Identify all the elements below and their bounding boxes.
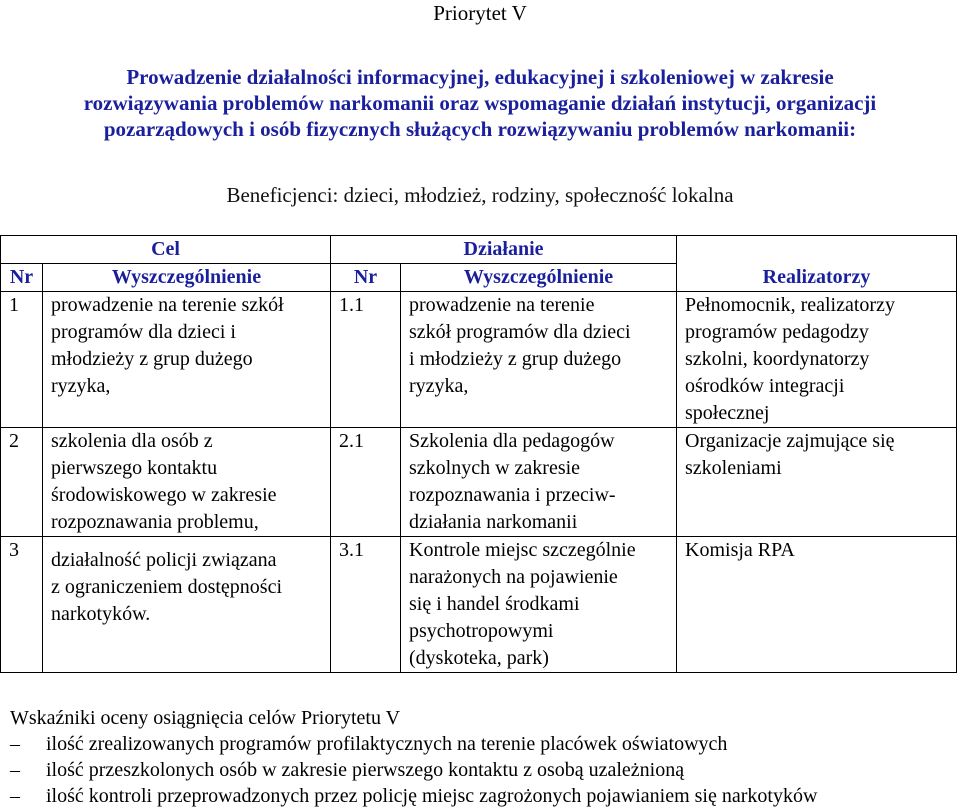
cell-line: ryzyka, [409, 375, 469, 397]
priority-heading [0, 64, 960, 142]
header-cel-desc: Wyszczególnienie [43, 264, 331, 292]
cell-line: Szkolenia dla pedagogów [409, 430, 615, 452]
heading-line: Prowadzenie działalności informacyjnej, edukacyjnej i szkoleniowej w zakresie [126, 65, 834, 89]
row-dz-nr: 3.1 [331, 537, 401, 673]
header-cel: Cel [1, 236, 331, 264]
table-row [1, 428, 957, 537]
bullet-dash: – [10, 785, 20, 807]
indicator-text: ilość kontroli przeprowadzonych przez policję miejsc zagrożonych pojawianiem się narkotyków [46, 785, 818, 807]
cell-line: działania narkomanii [409, 511, 578, 533]
cell-line: młodzieży z grup dużego [51, 348, 253, 370]
cell-line: rozpoznawania problemu, [51, 511, 259, 533]
header-dzialanie: Działanie [331, 236, 677, 264]
cell-line: działalność policji związana [51, 549, 277, 571]
cell-line: narkotyków. [51, 603, 151, 625]
cell-line: szkoleniami [685, 457, 782, 479]
cell-line: prowadzenie na terenie szkół [51, 294, 284, 316]
indicator-text: ilość przeszkolonych osób w zakresie pierwszego kontaktu z osobą uzależnioną [46, 759, 685, 781]
cell-line: rozpoznawania i przeciw- [409, 484, 616, 506]
priority-table [0, 235, 957, 673]
row-nr: 1 [1, 292, 43, 428]
row-realizatorzy [677, 537, 957, 673]
indicator-text: ilość zrealizowanych programów profilaktycznych na terenie placówek oświatowych [46, 733, 728, 755]
cell-line: środowiskowego w zakresie [51, 484, 277, 506]
row-dz-nr: 1.1 [331, 292, 401, 428]
priority-title: Priorytet V [433, 1, 527, 25]
cell-line: ryzyka, [51, 375, 111, 397]
row-dz [401, 292, 677, 428]
cell-line: Organizacje zajmujące się [685, 430, 895, 452]
cell-line: szkolni, koordynatorzy [685, 348, 870, 370]
cell-line: (dyskoteka, park) [409, 647, 549, 669]
header-dz-nr: Nr [331, 264, 401, 292]
cell-line: ośrodków integracji [685, 375, 845, 397]
cell-line: szkolenia dla osób z [51, 430, 213, 452]
heading-line: pozarządowych i osób fizycznych służących rozwiązywaniu problemów narkomanii: [103, 117, 857, 141]
row-nr: 3 [1, 537, 43, 673]
bullet-dash: – [10, 733, 20, 755]
beneficiaries-line: Beneficjenci: dzieci, młodzież, rodziny, społeczność lokalna [226, 183, 734, 207]
cell-line: psychotropowymi [409, 620, 554, 642]
cell-line: Kontrole miejsc szczególnie [409, 539, 636, 561]
cell-line: Pełnomocnik, realizatorzy [685, 294, 895, 316]
cell-line: i młodzieży z grup dużego [409, 348, 622, 370]
cell-line: się i handel środkami [409, 593, 580, 615]
indicators-title: Wskaźniki oceny osiągnięcia celów Priorytetu V [10, 707, 401, 729]
row-dz [401, 428, 677, 537]
cell-line: pierwszego kontaktu [51, 457, 218, 479]
cell-line: Komisja RPA [685, 539, 795, 561]
group-header-row [1, 236, 957, 264]
heading-line: rozwiązywania problemów narkomanii oraz wspomaganie działań instytucji, organizacji [83, 91, 877, 115]
row-cel [43, 428, 331, 537]
row-cel [43, 537, 331, 673]
row-realizatorzy [677, 428, 957, 537]
cell-line: szkolnych w zakresie [409, 457, 581, 479]
row-cel [43, 292, 331, 428]
bullet-dash: – [10, 759, 20, 781]
table-row [1, 537, 957, 673]
row-dz-nr: 2.1 [331, 428, 401, 537]
cell-line: z ograniczeniem dostępności [51, 576, 283, 598]
header-nr: Nr [1, 264, 43, 292]
cell-line: programów dla dzieci i [51, 321, 236, 343]
cell-line: społecznej [685, 402, 770, 424]
cell-line: narażonych na pojawienie [409, 566, 618, 588]
header-dz-desc: Wyszczególnienie [401, 264, 677, 292]
header-realizatorzy: Realizatorzy [677, 236, 957, 292]
cell-line: prowadzenie na terenie [409, 294, 595, 316]
row-dz [401, 537, 677, 673]
table-row [1, 292, 957, 428]
cell-line: programów pedagodzy [685, 321, 869, 343]
row-realizatorzy [677, 292, 957, 428]
row-nr: 2 [1, 428, 43, 537]
cell-line: szkół programów dla dzieci [409, 321, 631, 343]
